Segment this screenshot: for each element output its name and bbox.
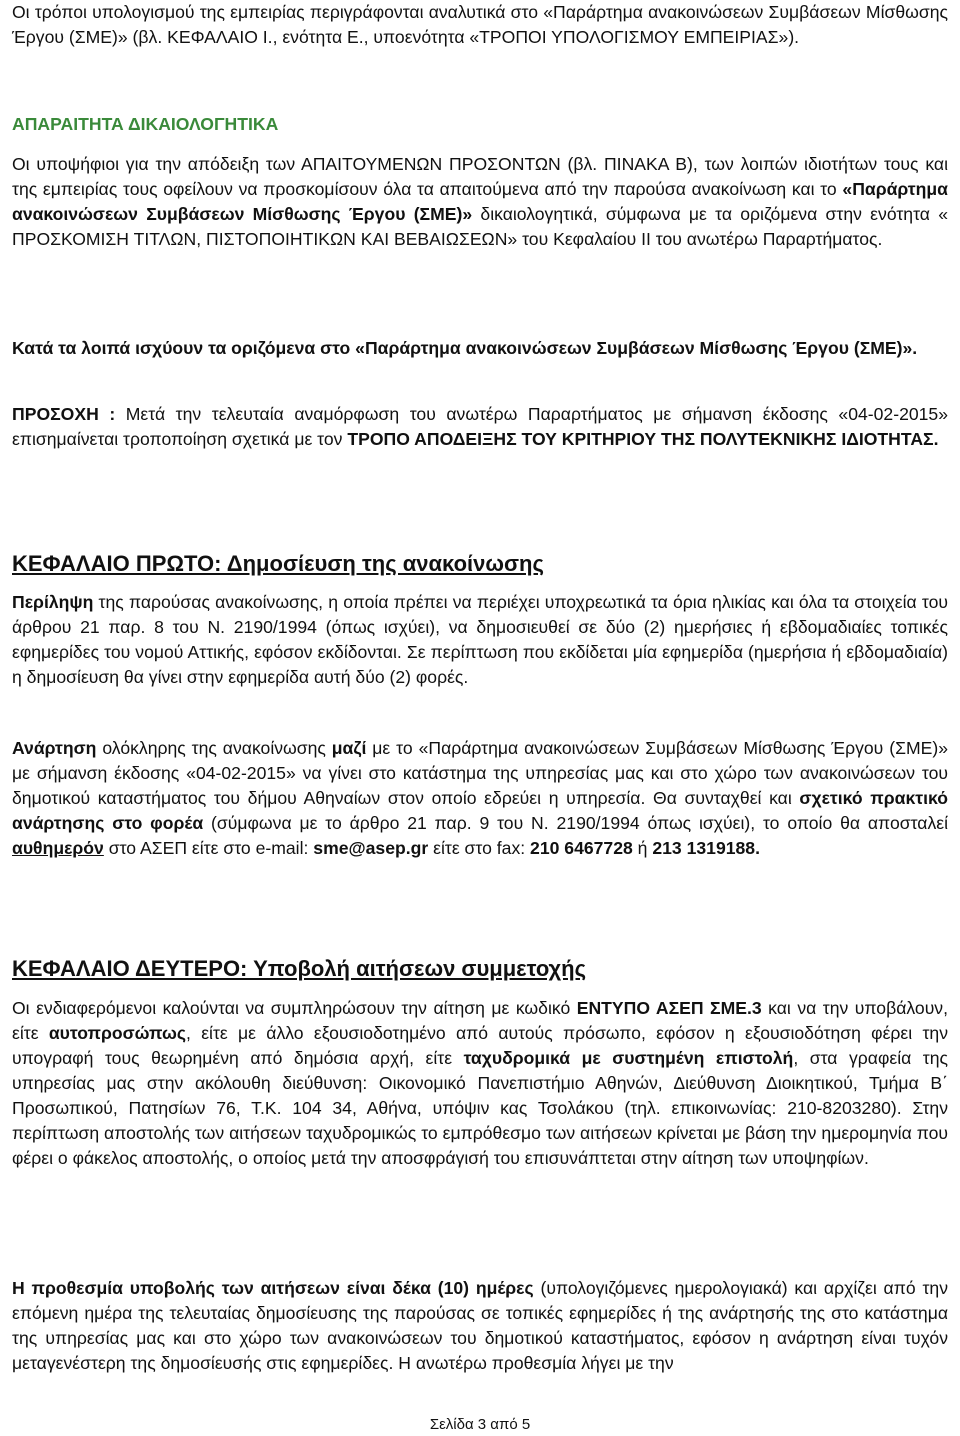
page-number: Σελίδα 3 από 5 — [429, 1416, 531, 1433]
text-run: Οι ενδιαφερόμενοι καλούνται να συμπληρώσουν την αίτηση με κωδικό — [12, 998, 577, 1018]
fax-number: 213 1319188 — [652, 838, 756, 858]
text-run-bold: Περίληψη — [12, 592, 94, 612]
text-run-bold: ΤΡΟΠΟ ΑΠΟΔΕΙΞΗΣ ΤΟΥ ΚΡΙΤΗΡΙΟΥ ΤΗΣ ΠΟΛΥΤΕΚΝΙΚΗΣ ΙΔΙΟΤΗΤΑΣ. — [347, 429, 939, 449]
text-run: είτε στο fax: — [428, 838, 531, 858]
chapter-one-title: ΚΕΦΑΛΑΙΟ ΠΡΩΤΟ: Δημοσίευση της ανακοίνωσης — [12, 551, 544, 576]
chapter-two-deadline-paragraph — [12, 1276, 948, 1376]
text-run: Μετά την τελευταία αναμόρφωση του ανωτέρω Παραρτήματος με σήμανση έκδοσης «04-02-2015» επισημαίνεται τροποποίηση σχετικά με τον — [12, 404, 948, 449]
text-run: ή — [632, 838, 653, 858]
text-run: δικαιολογητικά, σύμφωνα με τα οριζόμενα στην ενότητα « ΠΡΟΣΚΟΜΙΣΗ ΤΙΤΛΩΝ, ΠΙΣΤΟΠΟΙΗΤΙΚΩΝ ΚΑΙ ΒΕΒΑΙΩΣΕΩΝ» του Κεφαλαίου ΙΙ του ανωτέρω Παραρτήματος. — [12, 204, 949, 249]
text-run: (υπολογιζόμενες ημερολογιακά) και αρχίζει από την επόμενη ημέρα της τελευταίας δημοσίευσης της παρούσας σε τοπικές εφημερίδες ή της ανάρτησής της στο κατάστημα της υπηρεσίας μας και στο χώρο των ανακοινώσεων του δημοτικού καταστήματος, εφόσον η ανάρτηση είναι τυχόν μεταγενέστερη της δημοσίευσής στις εφημερίδες. Η ανωτέρω προθεσμία λήγει με την — [12, 1278, 948, 1373]
fax-number: 210 6467728 — [530, 838, 633, 858]
text-run: και να την υποβάλουν, είτε — [12, 998, 948, 1043]
text-run: στο ΑΣΕΠ είτε στο e-mail: — [103, 838, 314, 858]
text-run-bold: σχετικό πρακτικό ανάρτησης στο φορέα — [12, 788, 948, 833]
text-run: . — [755, 838, 760, 858]
chapter-two-application-paragraph — [12, 996, 948, 1171]
chapter-two-title: ΚΕΦΑΛΑΙΟ ΔΕΥΤΕΡΟ: Υποβολή αιτήσεων συμμετοχής — [12, 956, 587, 981]
other-provisions-paragraph: Κατά τα λοιπά ισχύουν τα οριζόμενα στο «Παράρτημα ανακοινώσεων Συμβάσεων Μίσθωσης Έργου (ΣΜΕ)». — [12, 338, 918, 358]
text-run-bold: «Παράρτημα ανακοινώσεων Συμβάσεων Μίσθωσης Έργου (ΣΜΕ)» — [12, 179, 948, 224]
required-docs-paragraph — [12, 152, 948, 252]
text-run-bold: Η προθεσμία υποβολής των αιτήσεων είναι δέκα (10) ημέρες — [12, 1278, 534, 1298]
form-code: ΕΝΤΥΠΟ ΑΣΕΠ ΣΜΕ.3 — [576, 998, 762, 1018]
text-run: Οι υποψήφιοι για την απόδειξη των ΑΠΑΙΤΟΥΜΕΝΩΝ ΠΡΟΣΟΝΤΩΝ (βλ. ΠΙΝΑΚΑ Β), των λοιπών ιδιοτήτων τους και της εμπειρίας τους οφείλουν να προσκομίσουν όλα τα απαιτούμενα από την παρούσα ανακοίνωση και το — [12, 154, 948, 199]
chapter-one-summary-paragraph — [12, 590, 948, 690]
text-run: της παρούσας ανακοίνωσης, η οποία πρέπει να περιέχει υποχρεωτικά τα όρια ηλικίας και όλα τα στοιχεία του άρθρου 21 παρ. 8 του Ν. 2190/1994 (όπως ισχύει), να δημοσιευθεί σε δύο (2) ημερήσιες ή εβδομαδιαίες τοπικές εφημερίδες του νομού Αττικής, εφόσον εκδίδονται. Σε περίπτωση που εκδίδεται μία εφημερίδα (ημερήσια ή εβδομαδιαία) η δημοσίευση θα γίνει στην εφημερίδα αυτή δύο (2) φορές. — [12, 592, 948, 687]
text-run: με το «Παράρτημα ανακοινώσεων Συμβάσεων Μίσθωσης Έργου (ΣΜΕ)» με σήμανση έκδοσης «04-02-2015» να γίνει στο κατάστημα της υπηρεσίας μας και στο χώρο των ανακοινώσεων του δημοτικού καταστήματος του δήμου Αθηναίων στον οποίο εδρεύει η υπηρεσία. Θα συνταχθεί και — [12, 738, 948, 808]
chapter-one-posting-paragraph — [12, 736, 948, 861]
text-run: , είτε με άλλο εξουσιοδοτημένο από αυτούς πρόσωπο, εφόσον η εξουσιοδότηση φέρει την υπογραφή τους θεωρημένη από δημόσια αρχή, είτε — [12, 1023, 948, 1068]
text-run-bold: ταχυδρομικά με συστημένη επιστολή — [463, 1048, 794, 1068]
text-run-bold-underline: αυθημερόν — [12, 838, 104, 858]
attention-label: ΠΡΟΣΟΧΗ : — [12, 404, 116, 424]
text-run: , στα γραφεία της υπηρεσίας μας στην ακόλουθη διεύθυνση: Οικονομικό Πανεπιστήμιο Αθηνών, Διεύθυνση Διοικητικού, Τμήμα Β΄ Προσωπικού, Πατησίων 76, Τ.Κ. 104 34, Αθήνα, υπόψιν κας Τσολάκου (τηλ. επικοινωνίας: 210-8203280). Στην περίπτωση αποστολής των αιτήσεων ταχυδρομικώς το εμπρόθεσμο των αιτήσεων κρίνεται με βάση την ημερομηνία που φέρει ο φάκελος αποστολής, ο οποίος μετά την αποσφράγισή του επισυνάπτεται στην αίτηση των υποψηφίων. — [12, 1048, 949, 1168]
email-address: sme@asep.gr — [313, 838, 429, 858]
text-run-bold: Ανάρτηση — [12, 738, 97, 758]
intro-paragraph: Οι τρόποι υπολογισμού της εμπειρίας περιγράφονται αναλυτικά στο «Παράρτημα ανακοινώσεων Συμβάσεων Μίσθωσης Έργου (ΣΜΕ)» (βλ. ΚΕΦΑΛΑΙΟ Ι., ενότητα Ε., υποενότητα «ΤΡΟΠΟΙ ΥΠΟΛΟΓΙΣΜΟΥ ΕΜΠΕΙΡΙΑΣ»). — [12, 2, 948, 47]
text-run-bold: αυτοπροσώπως — [48, 1023, 187, 1043]
text-run: (σύμφωνα με το άρθρο 21 παρ. 9 του Ν. 2190/1994 όπως ισχύει), το οποίο θα αποσταλεί — [203, 813, 949, 833]
heading-text: ΑΠΑΡΑΙΤΗΤΑ ΔΙΚΑΙΟΛΟΓΗΤΙΚΑ — [12, 114, 279, 134]
text-run-bold: μαζί — [331, 738, 367, 758]
text-run: ολόκληρης της ανακοίνωσης — [96, 738, 332, 758]
attention-paragraph — [12, 402, 948, 452]
required-docs-heading — [12, 112, 948, 137]
